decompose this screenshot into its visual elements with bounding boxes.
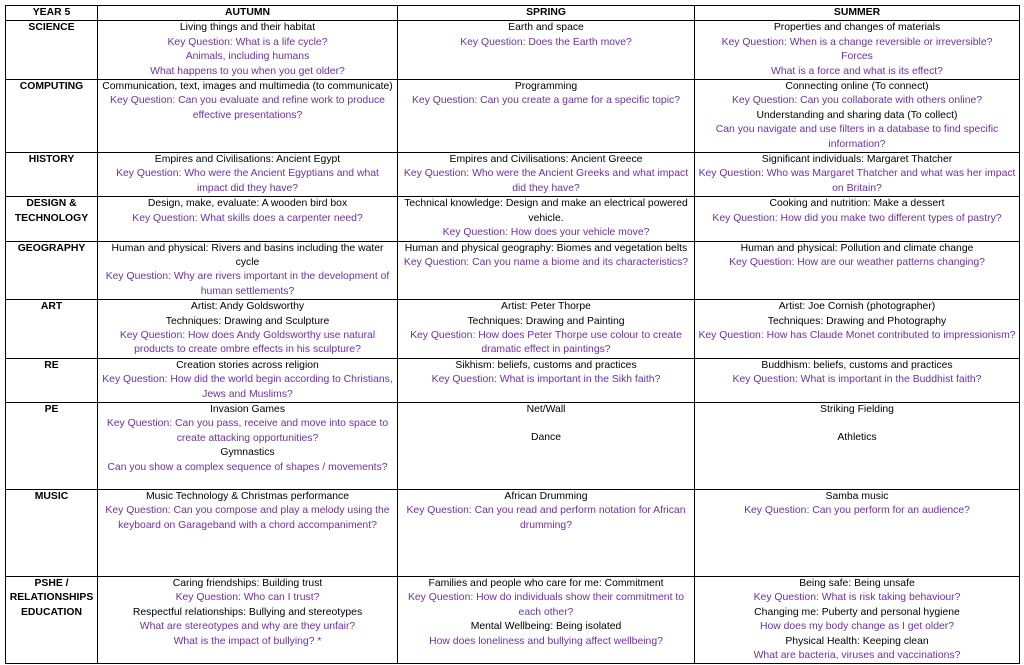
table-row — [6, 300, 1020, 359]
topic-text: African Drumming — [504, 490, 588, 502]
key-question-text: Key Question: Can you perform for an audience? — [744, 505, 970, 517]
key-question-text: Animals, including humans — [185, 51, 310, 63]
subject-cell: RE — [6, 358, 98, 402]
key-question-text: Key Question: Can you compose and play a melody using the keyboard on Garageband with a chord accompaniment? — [105, 505, 390, 531]
summer-cell — [695, 241, 1020, 300]
autumn-cell — [98, 197, 398, 241]
key-question-text: Forces — [841, 51, 873, 63]
spring-cell — [398, 300, 695, 359]
summer-cell — [695, 358, 1020, 402]
topic-text: Properties and changes of materials — [773, 22, 941, 34]
subject-cell: ART — [6, 300, 98, 359]
autumn-cell — [98, 21, 398, 80]
topic-text: Techniques: Drawing and Painting — [467, 315, 625, 327]
key-question-text: Key Question: What is important in the Buddhist faith? — [732, 374, 982, 386]
key-question-text: Key Question: Can you name a biome and its characteristics? — [403, 256, 689, 268]
subject-cell: SCIENCE — [6, 21, 98, 80]
key-question-text: What happens to you when you get older? — [150, 65, 345, 77]
topic-text: Cooking and nutrition: Make a dessert — [769, 198, 945, 210]
topic-text: Net/Wall — [526, 403, 566, 415]
autumn-cell — [98, 358, 398, 402]
key-question-text: Key Question: Can you read and perform notation for African drumming? — [406, 505, 686, 531]
subject-cell: GEOGRAPHY — [6, 241, 98, 300]
topic-text: Being safe: Being unsafe — [799, 577, 915, 589]
key-question-text: Key Question: How does your vehicle move? — [442, 227, 650, 239]
table-row — [6, 80, 1020, 153]
key-question-text: Key Question: How do individuals show their commitment to each other? — [407, 592, 685, 618]
summer-header: SUMMER — [695, 6, 1020, 21]
summer-cell — [695, 80, 1020, 153]
key-question-text: Key Question: How does Andy Goldsworthy use natural products to create ombre effects in his sculpture? — [119, 329, 376, 356]
topic-text: Human and physical: Rivers and basins including the water cycle — [111, 242, 384, 268]
topic-text: Striking Fielding — [820, 403, 894, 415]
key-question-text: Key Question: How has Claude Monet contributed to impressionism? — [698, 329, 1016, 341]
key-question-text: Key Question: Can you pass, receive and move into space to create attacking opportunities? — [106, 418, 389, 444]
summer-cell — [695, 489, 1020, 576]
key-question-text: Key Question: Why are rivers important in the development of human settlements? — [105, 271, 390, 297]
key-question-text: What is a force and what is its effect? — [771, 65, 943, 77]
table-row — [6, 197, 1020, 241]
spring-cell — [398, 402, 695, 489]
key-question-text: What are stereotypes and why are they unfair? — [139, 621, 356, 633]
table-row — [6, 153, 1020, 197]
topic-text: Understanding and sharing data (To collect) — [756, 109, 958, 121]
topic-text: Empires and Civilisations: Ancient Greece — [449, 154, 643, 166]
key-question-text: Key Question: How did the world begin according to Christians, Jews and Muslims? — [102, 374, 393, 400]
subject-cell: DESIGN & TECHNOLOGY — [6, 197, 98, 241]
curriculum-table — [5, 5, 1020, 664]
topic-text: Dance — [530, 432, 562, 444]
spacer — [697, 417, 1017, 431]
subject-cell: PE — [6, 402, 98, 489]
topic-text: Communication, text, images and multimedia (to communicate) — [102, 81, 393, 93]
topic-text: Respectful relationships: Bullying and stereotypes — [132, 606, 363, 618]
key-question-text: Key Question: Who were the Ancient Greeks and what impact did they have? — [403, 168, 689, 194]
summer-cell — [695, 153, 1020, 197]
autumn-cell — [98, 576, 398, 663]
topic-text: Living things and their habitat — [179, 22, 316, 34]
summer-cell — [695, 300, 1020, 359]
topic-text: Athletics — [837, 432, 877, 444]
subject-cell: HISTORY — [6, 153, 98, 197]
key-question-text: Key Question: What is a life cycle? — [167, 36, 328, 48]
spring-cell — [398, 21, 695, 80]
topic-text: Human and physical: Pollution and climate change — [740, 242, 974, 254]
table-row — [6, 241, 1020, 300]
subject-cell: COMPUTING — [6, 80, 98, 153]
topic-text: Significant individuals: Margaret Thatcher — [761, 154, 953, 166]
key-question-text: Key Question: What is important in the Sikh faith? — [431, 374, 661, 386]
autumn-cell — [98, 80, 398, 153]
table-row — [6, 358, 1020, 402]
topic-text: Programming — [514, 81, 578, 93]
header-row — [6, 6, 1020, 21]
topic-text: Technical knowledge: Design and make an electrical powered vehicle. — [404, 198, 688, 224]
key-question-text: Key Question: Who was Margaret Thatcher and what was her impact on Britain? — [698, 168, 1016, 194]
key-question-text: Key Question: Can you evaluate and refine work to produce effective presentations? — [110, 95, 385, 121]
spring-cell — [398, 197, 695, 241]
table-row — [6, 21, 1020, 80]
topic-text: Samba music — [825, 490, 889, 502]
topic-text: Artist: Peter Thorpe — [501, 301, 591, 313]
topic-text: Techniques: Drawing and Sculpture — [165, 315, 330, 327]
spring-cell — [398, 153, 695, 197]
topic-text: Earth and space — [508, 22, 584, 34]
topic-text: Techniques: Drawing and Photography — [767, 315, 947, 327]
key-question-text: Can you show a complex sequence of shapes / movements? — [107, 461, 388, 473]
key-question-text: Key Question: Does the Earth move? — [460, 36, 632, 48]
key-question-text: What is the impact of bullying? * — [173, 635, 322, 647]
subject-cell: MUSIC — [6, 489, 98, 576]
autumn-cell — [98, 241, 398, 300]
topic-text: Physical Health: Keeping clean — [785, 635, 929, 647]
spring-cell — [398, 358, 695, 402]
spring-cell — [398, 489, 695, 576]
year-header: YEAR 5 — [6, 6, 98, 21]
autumn-cell — [98, 402, 398, 489]
topic-text: Sikhism: beliefs, customs and practices — [455, 359, 637, 371]
key-question-text: Key Question: How does Peter Thorpe use colour to create dramatic effect in paintings? — [410, 329, 682, 356]
topic-text: Buddhism: beliefs, customs and practices — [761, 359, 953, 371]
key-question-text: Key Question: What skills does a carpenter need? — [132, 212, 363, 224]
topic-text: Mental Wellbeing: Being isolated — [470, 621, 622, 633]
topic-text: Connecting online (To connect) — [785, 81, 929, 93]
summer-cell — [695, 576, 1020, 663]
topic-text: Invasion Games — [209, 403, 286, 415]
subject-cell: PSHE / RELATIONSHIPS EDUCATION — [6, 576, 98, 663]
topic-text: Changing me: Puberty and personal hygiene — [754, 606, 960, 618]
summer-cell — [695, 402, 1020, 489]
key-question-text: How does my body change as I get older? — [759, 621, 955, 633]
topic-text: Artist: Andy Goldsworthy — [190, 301, 305, 313]
key-question-text: Key Question: What is risk taking behaviour? — [753, 592, 961, 604]
autumn-cell — [98, 300, 398, 359]
autumn-cell — [98, 153, 398, 197]
curriculum-body — [6, 21, 1020, 664]
spring-cell — [398, 576, 695, 663]
key-question-text: Key Question: How did you make two different types of pastry? — [712, 212, 1002, 224]
key-question-text: Key Question: When is a change reversible or irreversible? — [721, 36, 993, 48]
key-question-text: Key Question: Can you collaborate with others online? — [731, 95, 983, 107]
table-row — [6, 576, 1020, 663]
spacer — [400, 417, 692, 431]
key-question-text: Key Question: Can you create a game for a specific topic? — [412, 95, 680, 107]
key-question-text: Key Question: Who can I trust? — [175, 592, 320, 604]
summer-cell — [695, 21, 1020, 80]
topic-text: Empires and Civilisations: Ancient Egypt — [154, 154, 341, 166]
table-row — [6, 489, 1020, 576]
topic-text: Design, make, evaluate: A wooden bird box — [147, 198, 348, 210]
topic-text: Families and people who care for me: Commitment — [428, 577, 664, 589]
topic-text: Human and physical geography: Biomes and vegetation belts — [404, 242, 688, 254]
spring-cell — [398, 241, 695, 300]
key-question-text: Key Question: Who were the Ancient Egyptians and what impact did they have? — [116, 168, 379, 194]
spring-cell — [398, 80, 695, 153]
key-question-text: What are bacteria, viruses and vaccinations? — [753, 650, 961, 661]
summer-cell — [695, 197, 1020, 241]
autumn-cell — [98, 489, 398, 576]
autumn-header: AUTUMN — [98, 6, 398, 21]
topic-text: Music Technology & Christmas performance — [145, 490, 350, 502]
topic-text: Creation stories across religion — [176, 359, 319, 371]
topic-text: Artist: Joe Cornish (photographer) — [778, 301, 936, 313]
topic-text: Gymnastics — [220, 447, 275, 459]
key-question-text: Key Question: How are our weather patterns changing? — [729, 256, 985, 268]
topic-text: Caring friendships: Building trust — [172, 577, 323, 589]
key-question-text: Can you navigate and use filters in a database to find specific information? — [715, 124, 999, 150]
key-question-text: How does loneliness and bullying affect wellbeing? — [429, 635, 663, 647]
spring-header: SPRING — [398, 6, 695, 21]
table-row — [6, 402, 1020, 489]
